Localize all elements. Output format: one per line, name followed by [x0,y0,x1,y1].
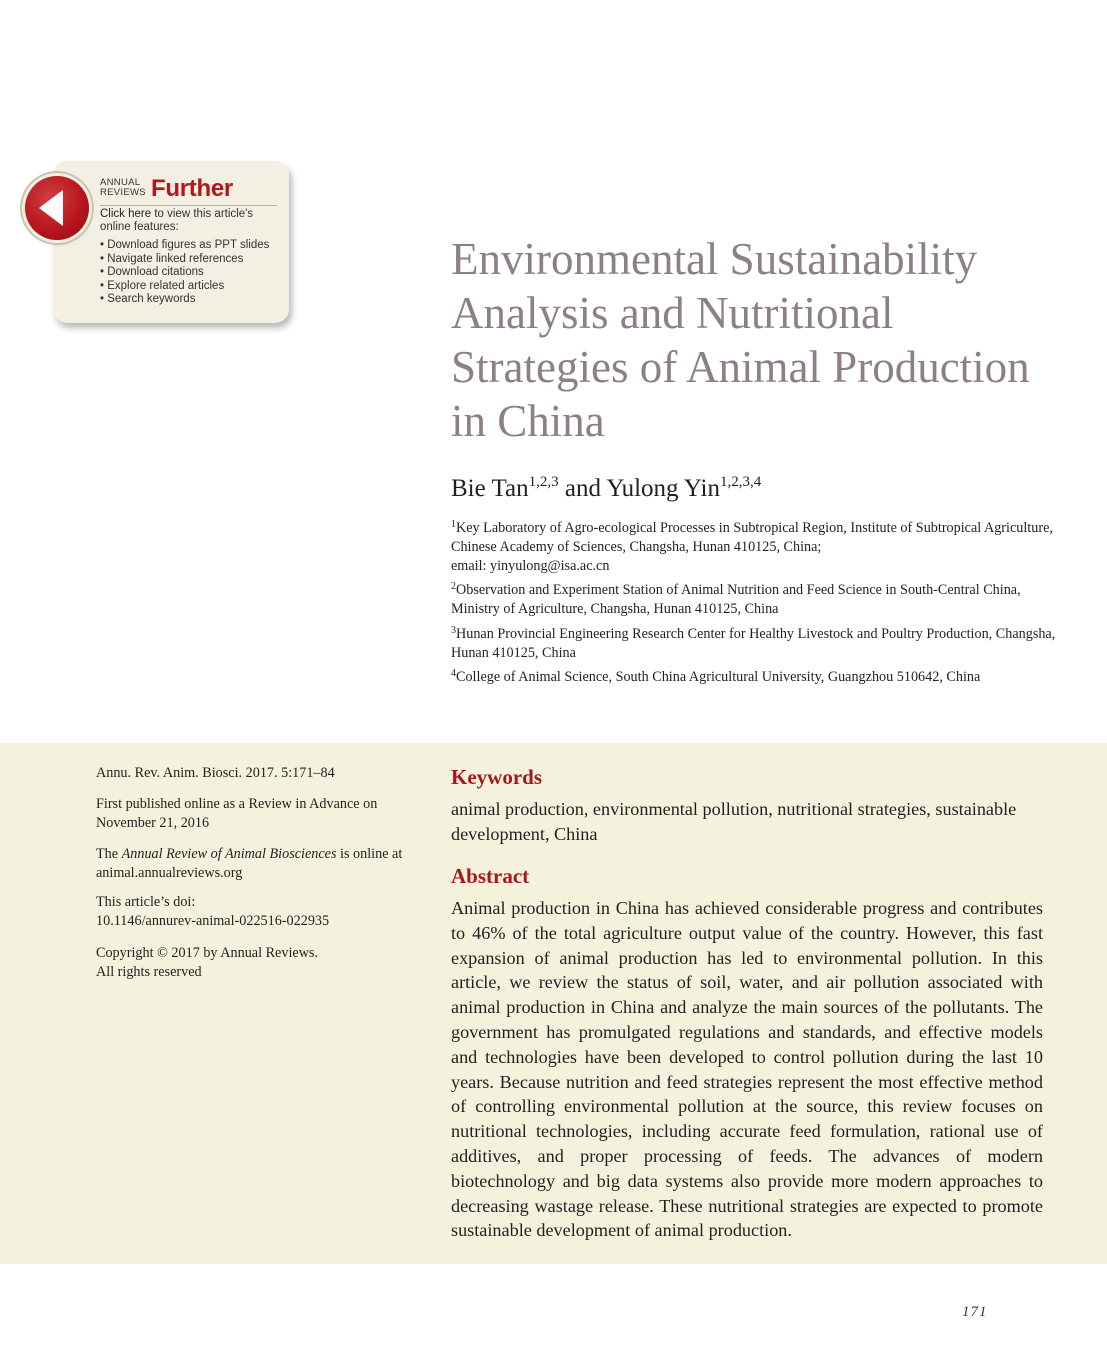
further-title: Further [151,175,233,202]
keywords-list: animal production, environmental pollution, nutritional strategies, sustainable development, China [451,799,1017,844]
further-divider [100,205,277,206]
click-here-description: to view this article's online features: [100,208,254,233]
affiliation: $^3$Hunan Provincial Engineering Research Center for Healthy Livestock and Poultry Production, Changsha, Hunan 410125, China [451,625,1056,661]
author-list: Bie Tan$^{1,2,3}$ and Yulong Yin$^{1,2,3,4}$ [451,474,762,502]
doi-link[interactable]: 10.1146/annurev-animal-022516-022935 [96,913,330,929]
affiliation: $^4$College of Animal Science, South China Agricultural University, Guangzhou 510642, China [451,668,981,685]
further-intro [100,208,278,234]
feature-item: • Explore related articles [100,280,269,294]
author-name: Bie Tan [451,475,529,502]
feature-list [100,239,269,307]
keywords-heading: Keywords [451,765,542,789]
doi-block: This article’s doi: 10.1146/annurev-animal-022516-022935 [96,894,330,929]
affiliation: $^2$Observation and Experiment Station of Animal Nutrition and Feed Science in South-Central China, Ministry of Agriculture, Changsha, Hunan 410125, China [451,581,1021,617]
feature-item: • Download citations [100,266,269,280]
article-title: Environmental Sustainability Analysis and Nutritional Strategies of Animal Production in China [451,234,1030,446]
affiliation: $^1$Key Laboratory of Agro-ecological Processes in Subtropical Region, Institute of Subtropical Agriculture, Chinese Academy of Sciences, Changsha, Hunan 410125, China; email: yinyulong@isa.ac.cn [451,519,1053,574]
journal-online-note: The Annual Review of Animal Biosciences is online at animal.annualreviews.org [96,846,403,881]
publication-date: First published online as a Review in Advance on November 21, 2016 [96,796,378,831]
feature-item: • Navigate linked references [100,253,269,267]
triangle-left-icon [25,176,89,240]
feature-item: • Search keywords [100,293,269,307]
author-name: Yulong Yin [606,475,720,502]
journal-name: Annual Review of Animal Biosciences [121,846,337,862]
page-number: 171 [962,1304,988,1320]
annual-reviews-logo: ANNUAL REVIEWS [100,177,146,198]
journal-citation: Annu. Rev. Anim. Biosci. 2017. 5:171–84 [96,765,335,781]
click-here-link[interactable]: Click here [100,208,152,220]
author-affiliation-marks: 1,2,3 [528,474,559,490]
contact-email: email: yinyulong@isa.ac.cn [451,558,610,574]
copyright-notice: Copyright © 2017 by Annual Reviews. All rights reserved [96,945,319,980]
further-play-button[interactable] [25,176,89,240]
abstract-body: Animal production in China has achieved considerable progress and contributes to 46% of the total agriculture output value of the country. However, this fast expansion of animal production has led to environmental pollution. In this article, we review the status of soil, water, and air pollution associated with animal production in China and analyze the main sources of the pollutants. The government has promulgated regulations and standards, and effective models and technologies have been developed to control pollution during the last 10 years. Because nutrition and feed strategies represent the most effective method of controlling environmental pollution at the source, this review focuses on nutritional technologies, including accurate feed formulation, rational use of additives, and proper processing of feeds. The advances of modern biotechnology and big data systems also provide more modern approaches to decreasing wastage release. These nutritional strategies are expected to promote sustainable development of animal production. [451,898,1043,1241]
author-affiliation-marks: 1,2,3,4 [720,474,762,490]
feature-item: • Download figures as PPT slides [100,239,269,253]
abstract-heading: Abstract [451,864,530,888]
